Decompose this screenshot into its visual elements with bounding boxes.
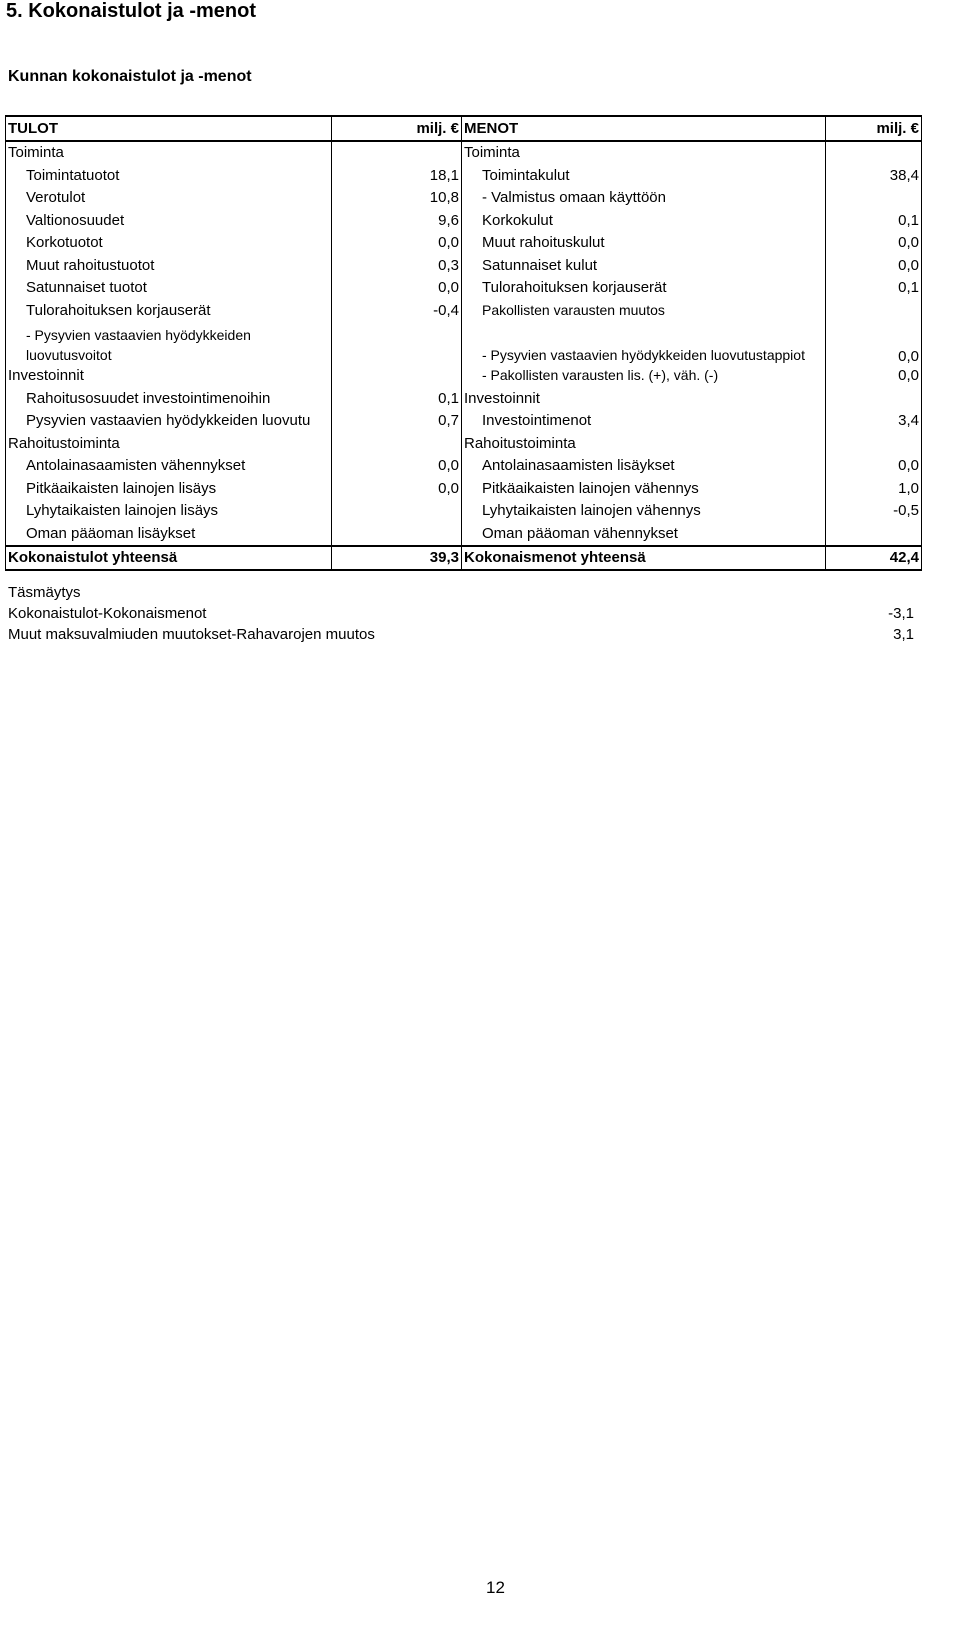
reconciliation-label: Muut maksuvalmiuden muutokset-Rahavarojen muutos (8, 626, 375, 643)
left-label: Korkotuotot (6, 232, 332, 255)
section-subtitle: Kunnan kokonaistulot ja -menot (8, 68, 252, 85)
right-value (826, 187, 922, 210)
left-label: Lyhytaikaisten lainojen lisäys (6, 500, 332, 523)
table-row (6, 232, 922, 255)
right-value: 38,4 (826, 164, 922, 187)
left-label: Verotulot (6, 187, 332, 210)
right-label: - Valmistus omaan käyttöön (462, 187, 826, 210)
reconciliation-label: Kokonaistulot-Kokonaismenot (8, 605, 207, 622)
right-value (826, 522, 922, 546)
expense-header: MENOT (462, 116, 826, 141)
right-value: 0,1 (826, 209, 922, 232)
left-label: Investoinnit (6, 365, 332, 388)
left-value: 0,0 (332, 277, 462, 300)
left-value: 0,0 (332, 455, 462, 478)
right-value: 1,0 (826, 477, 922, 500)
right-value (826, 387, 922, 410)
table-row (6, 141, 922, 165)
table-row (6, 387, 922, 410)
table-row (6, 254, 922, 277)
right-label: Tulorahoituksen korjauserät (462, 277, 826, 300)
income-expense-table (5, 115, 922, 571)
table-row (6, 522, 922, 546)
left-value: 0,1 (332, 387, 462, 410)
table-row (6, 500, 922, 523)
table-row (6, 164, 922, 187)
table-row (6, 277, 922, 300)
right-value: 0,0 (826, 232, 922, 255)
left-value: 10,8 (332, 187, 462, 210)
left-value: 9,6 (332, 209, 462, 232)
right-label: - Pakollisten varausten lis. (+), väh. (-) (462, 365, 826, 388)
left-value (332, 141, 462, 165)
left-label: Satunnaiset tuotot (6, 277, 332, 300)
right-value (826, 299, 922, 322)
page-title: 5. Kokonaistulot ja -menot (6, 0, 257, 22)
right-label: Pitkäaikaisten lainojen vähennys (462, 477, 826, 500)
table-header-row (6, 116, 922, 141)
left-value (332, 432, 462, 455)
left-value: 0,0 (332, 477, 462, 500)
table-row (6, 187, 922, 210)
table-row (6, 322, 922, 365)
left-label: Toiminta (6, 141, 332, 165)
table-row (6, 209, 922, 232)
left-value: 0,3 (332, 254, 462, 277)
right-value: 0,0 (826, 365, 922, 388)
right-label: Satunnaiset kulut (462, 254, 826, 277)
right-value: 0,0 (826, 322, 922, 365)
left-label: Antolainasaamisten vähennykset (6, 455, 332, 478)
left-label: Pitkäaikaisten lainojen lisäys (6, 477, 332, 500)
table-row (6, 410, 922, 433)
right-label: Investointimenot (462, 410, 826, 433)
expense-total-label: Kokonaismenot yhteensä (462, 546, 826, 571)
right-label: Rahoitustoiminta (462, 432, 826, 455)
right-value: 0,0 (826, 455, 922, 478)
left-value (332, 322, 462, 365)
right-value: -0,5 (826, 500, 922, 523)
expense-total-value: 42,4 (826, 546, 922, 571)
reconciliation-title-row (8, 582, 914, 603)
right-value: 0,0 (826, 254, 922, 277)
expense-unit-header: milj. € (826, 116, 922, 141)
right-value: 3,4 (826, 410, 922, 433)
right-value (826, 432, 922, 455)
left-value (332, 500, 462, 523)
right-label: Oman pääoman vähennykset (462, 522, 826, 546)
right-label: Investoinnit (462, 387, 826, 410)
right-label: Muut rahoituskulut (462, 232, 826, 255)
table-row (6, 365, 922, 388)
left-value (332, 365, 462, 388)
right-value: 0,1 (826, 277, 922, 300)
reconciliation-row (8, 603, 914, 624)
left-value (332, 522, 462, 546)
income-total-value: 39,3 (332, 546, 462, 571)
left-label: Rahoitusosuudet investointimenoihin (6, 387, 332, 410)
right-value (826, 141, 922, 165)
page-number: 12 (486, 1578, 505, 1597)
reconciliation-section (8, 582, 914, 645)
right-label: Antolainasaamisten lisäykset (462, 455, 826, 478)
income-header: TULOT (6, 116, 332, 141)
left-label: Oman pääoman lisäykset (6, 522, 332, 546)
income-unit-header: milj. € (332, 116, 462, 141)
table-row (6, 477, 922, 500)
reconciliation-value: -3,1 (888, 605, 914, 622)
reconciliation-value: 3,1 (893, 626, 914, 643)
right-label: Toimintakulut (462, 164, 826, 187)
table-row (6, 455, 922, 478)
reconciliation-row (8, 624, 914, 645)
left-label: Rahoitustoiminta (6, 432, 332, 455)
right-label: Lyhytaikaisten lainojen vähennys (462, 500, 826, 523)
right-label: Pakollisten varausten muutos (462, 299, 826, 322)
left-label: Tulorahoituksen korjauserät (6, 299, 332, 322)
right-label: Korkokulut (462, 209, 826, 232)
reconciliation-title: Täsmäytys (8, 584, 81, 601)
left-value: 0,7 (332, 410, 462, 433)
income-total-label: Kokonaistulot yhteensä (6, 546, 332, 571)
left-value: -0,4 (332, 299, 462, 322)
right-label: Toiminta (462, 141, 826, 165)
table-row (6, 432, 922, 455)
right-label: - Pysyvien vastaavien hyödykkeiden luovutustappiot (462, 322, 826, 365)
left-label: Muut rahoitustuotot (6, 254, 332, 277)
left-label: - Pysyvien vastaavien hyödykkeiden luovutusvoitot (6, 322, 332, 365)
totals-row (6, 546, 922, 571)
table-row (6, 299, 922, 322)
left-value: 0,0 (332, 232, 462, 255)
left-value: 18,1 (332, 164, 462, 187)
left-label: Toimintatuotot (6, 164, 332, 187)
left-label: Valtionosuudet (6, 209, 332, 232)
left-label: Pysyvien vastaavien hyödykkeiden luovutu (6, 410, 332, 433)
